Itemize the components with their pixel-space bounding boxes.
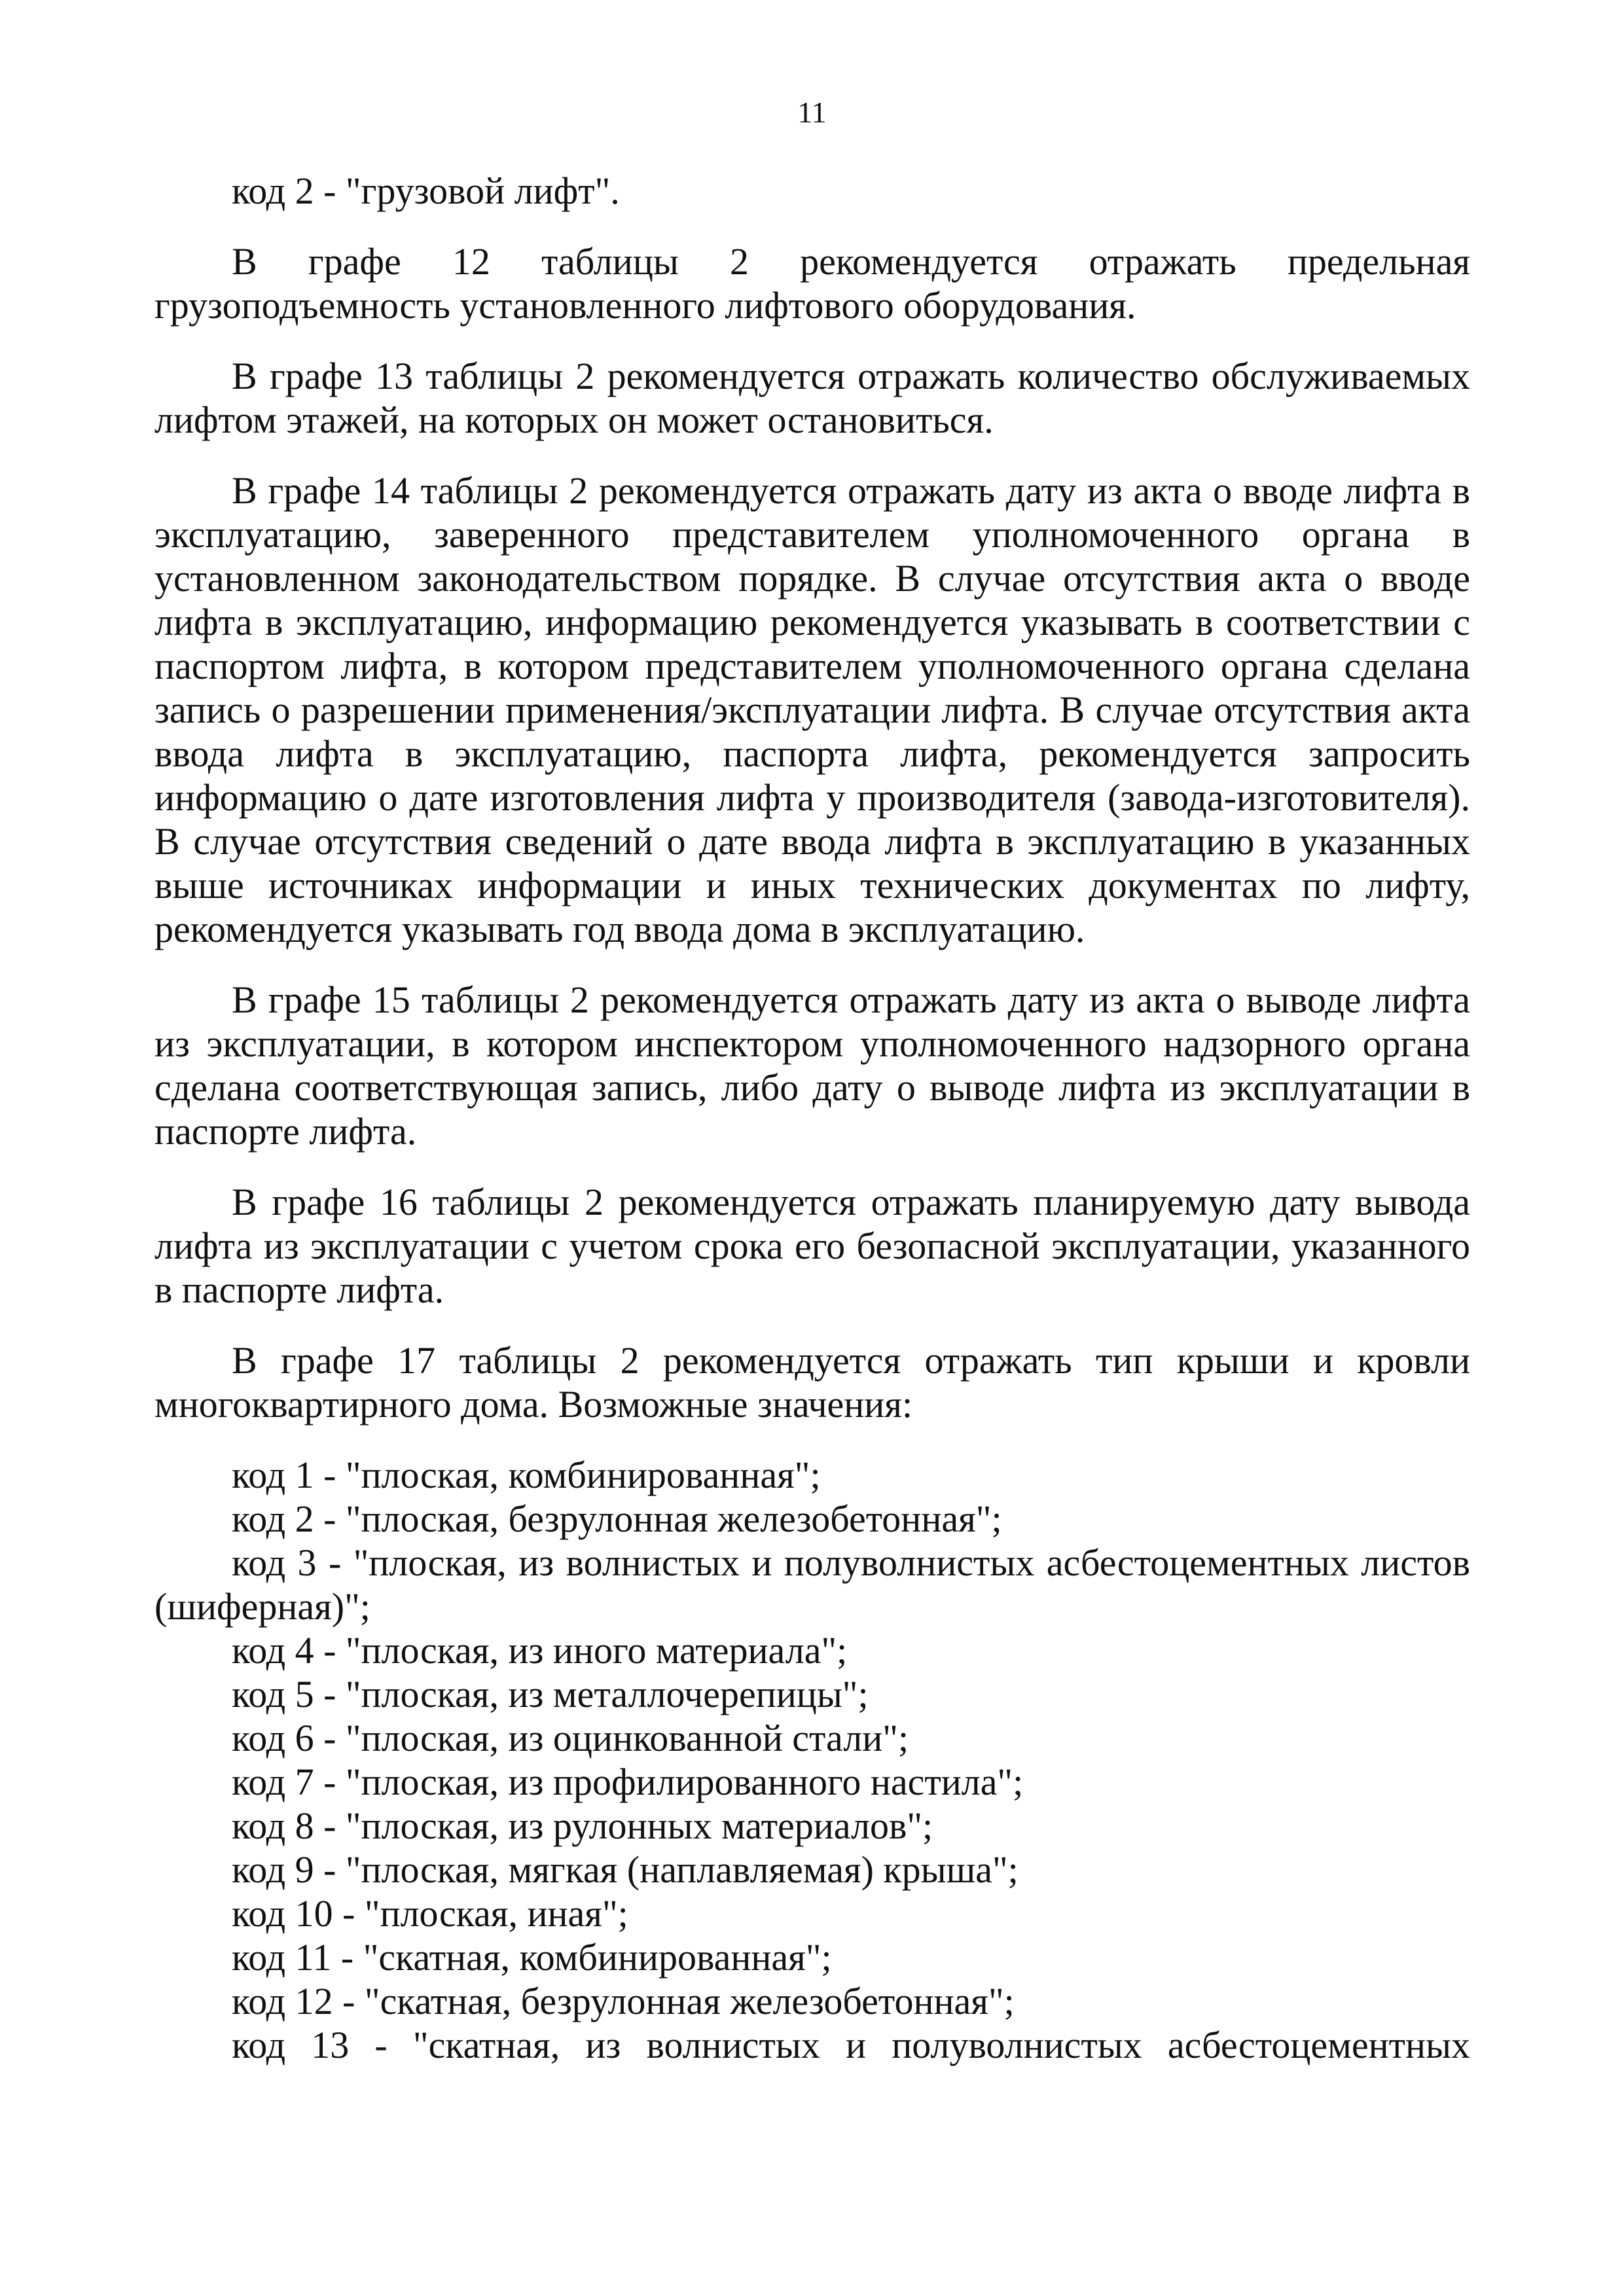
list-item: код 12 - "скатная, безрулонная железобетонная"; <box>232 1980 1015 2022</box>
paragraph-column-13: В графе 13 таблицы 2 рекомендуется отражать количество обслуживаемых лифтом этажей, на которых он может остановиться. <box>154 355 1470 441</box>
paragraph-code-2-freight-lift: код 2 - "грузовой лифт". <box>232 170 620 212</box>
list-item: код 9 - "плоская, мягкая (наплавляемая) крыша"; <box>232 1848 1019 1891</box>
list-item: код 6 - "плоская, из оцинкованной стали"; <box>232 1717 909 1759</box>
list-item: код 11 - "скатная, комбинированная"; <box>232 1936 832 1979</box>
list-item: код 10 - "плоская, иная"; <box>232 1892 628 1935</box>
list-item: код 7 - "плоская, из профилированного настила"; <box>232 1761 1024 1803</box>
paragraph-column-17: В графе 17 таблицы 2 рекомендуется отражать тип крыши и кровли многоквартирного дома. Возможные значения: <box>154 1339 1470 1426</box>
document-body <box>154 169 1470 2067</box>
list-item: код 1 - "плоская, комбинированная"; <box>232 1454 821 1496</box>
list-item: код 2 - "плоская, безрулонная железобетонная"; <box>232 1498 1002 1540</box>
list-item: код 13 - "скатная, из волнистых и полуволнистых асбестоцементных <box>232 2024 1470 2066</box>
paragraph-column-16: В графе 16 таблицы 2 рекомендуется отражать планируемую дату вывода лифта из эксплуатации с учетом срока его безопасной эксплуатации, указанного в паспорте лифта. <box>154 1181 1470 1311</box>
list-item: код 5 - "плоская, из металлочерепицы"; <box>232 1673 869 1715</box>
list-item: код 8 - "плоская, из рулонных материалов"; <box>232 1804 933 1847</box>
paragraph-column-14: В графе 14 таблицы 2 рекомендуется отражать дату из акта о вводе лифта в эксплуатацию, заверенного представителем уполномоченного органа в установленном законодательством порядке. В случае отсутствия акта о вводе лифта в эксплуатацию, информацию рекомендуется указывать в соответствии с паспортом лифта, в котором представителем уполномоченного органа сделана запись о разрешении применения/эксплуатации лифта. В случае отсутствия акта ввода лифта в эксплуатацию, паспорта лифта, рекомендуется запросить информацию о дате изготовления лифта у производителя (завода-изготовителя). В случае отсутствия сведений о дате ввода лифта в эксплуатацию в указанных выше источниках информации и иных технических документах по лифту, рекомендуется указывать год ввода дома в эксплуатацию. <box>154 469 1470 950</box>
list-item: код 4 - "плоская, из иного материала"; <box>232 1629 848 1672</box>
paragraph-column-15: В графе 15 таблицы 2 рекомендуется отражать дату из акта о выводе лифта из эксплуатации, в котором инспектором уполномоченного надзорного органа сделана соответствующая запись, либо дату о выводе лифта из эксплуатации в паспорте лифта. <box>154 978 1470 1153</box>
page-number: 11 <box>797 96 827 129</box>
roof-type-code-list <box>154 1453 1470 2067</box>
list-item: код 3 - "плоская, из волнистых и полуволнистых асбестоцементных листов (шиферная)"; <box>154 1541 1470 1628</box>
paragraph-column-12: В графе 12 таблицы 2 рекомендуется отражать предельная грузоподъемность установленного лифтового оборудования. <box>154 240 1470 327</box>
